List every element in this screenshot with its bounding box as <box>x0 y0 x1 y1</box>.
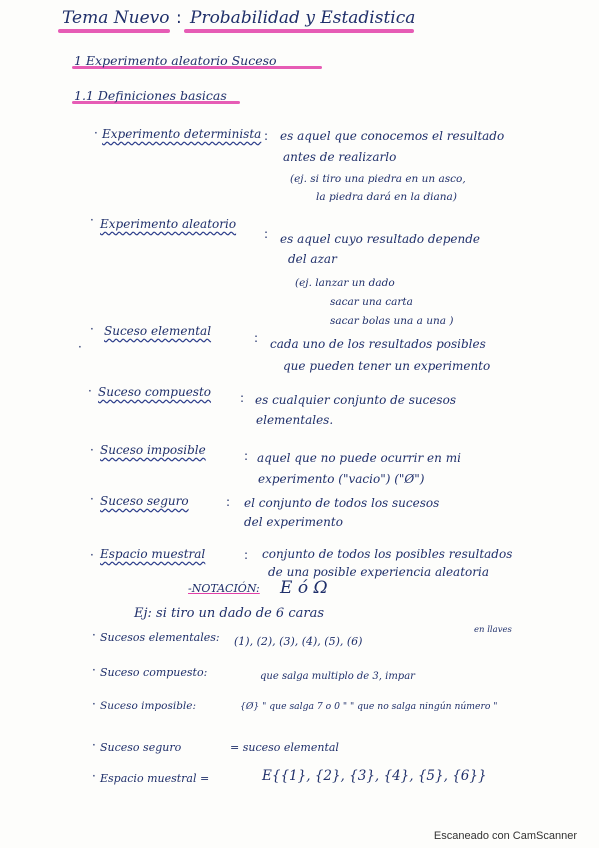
term-espacio-muestral: Espacio muestral <box>100 547 206 561</box>
term-experimento-aleatorio: Experimento aleatorio <box>100 217 237 231</box>
def-aleatorio-line-1: es aquel cuyo resultado depende <box>280 232 480 246</box>
def-imposible-line-1: aquel que no puede ocurrir en mi <box>257 451 461 465</box>
colon: : <box>244 449 249 463</box>
def-elemental-line-2: que pueden tener un experimento <box>283 359 491 373</box>
example-item-elementales-note: en llaves <box>474 625 512 635</box>
example-aleatorio-line-1: (ej. lanzar un dado <box>295 277 395 289</box>
example-item-espacio-value: E{{1}, {2}, {3}, {4}, {5}, {6}} <box>262 768 487 784</box>
def-aleatorio-line-2: del azar <box>288 252 337 266</box>
example-item-imposible-value: {Ø} " que salga 7 o 0 " " que no salga ningún número " <box>240 701 498 712</box>
example-determinista-line-1: (ej. si tiro una piedra en un asco, <box>290 173 466 185</box>
title-highlight-left <box>58 29 170 33</box>
bullet: · <box>90 492 94 506</box>
title-highlight-right <box>184 29 414 33</box>
bullet: · <box>88 384 92 398</box>
colon: : <box>226 495 231 509</box>
title-right: Probabilidad y Estadistica <box>190 8 416 28</box>
example-item-seguro-label: Suceso seguro <box>100 741 182 754</box>
def-determinista-line-1: es aquel que conocemos el resultado <box>280 129 505 143</box>
colon: : <box>244 548 249 562</box>
example-item-compuesto-label: Suceso compuesto: <box>100 666 208 679</box>
example-item-compuesto-value: que salga multiplo de 3, impar <box>260 671 415 682</box>
bullet: · <box>94 126 98 140</box>
colon: : <box>254 331 259 345</box>
example-item-espacio-label: Espacio muestral = <box>100 772 210 785</box>
def-espacio-line-2: de una posible experiencia aleatoria <box>268 565 489 579</box>
section-11-heading: 1.1 Definiciones basicas <box>74 88 227 103</box>
term-suceso-compuesto: Suceso compuesto <box>98 385 212 399</box>
def-seguro-line-2: del experimento <box>244 515 343 529</box>
def-compuesto-line-2: elementales. <box>256 413 334 427</box>
term-suceso-elemental: Suceso elemental <box>104 324 212 338</box>
example-intro: Ej: si tiro un dado de 6 caras <box>134 606 324 621</box>
bullet: · <box>92 738 96 752</box>
bullet: · <box>92 663 96 677</box>
scanner-watermark: Escaneado con CamScanner <box>433 830 577 842</box>
title-colon: : <box>176 8 182 28</box>
def-imposible-line-2: experimento ("vacio") ("Ø") <box>258 472 425 486</box>
term-experimento-determinista: Experimento determinista <box>102 127 262 141</box>
example-item-elementales-value: (1), (2), (3), (4), (5), (6) <box>234 635 363 648</box>
colon: : <box>240 391 245 405</box>
def-determinista-line-2: antes de realizarlo <box>283 150 397 164</box>
example-item-seguro-value: = suceso elemental <box>230 741 339 754</box>
def-espacio-line-1: conjunto de todos los posibles resultados <box>262 547 513 561</box>
bullet: · <box>90 443 94 457</box>
colon: : <box>264 227 269 241</box>
notation-value: E ó Ω <box>280 578 328 598</box>
title-left: Tema Nuevo <box>62 8 170 28</box>
bullet: · <box>90 548 94 562</box>
example-aleatorio-line-3: sacar bolas una a una ) <box>330 315 454 327</box>
colon: : <box>264 129 269 143</box>
section-1-heading: 1 Experimento aleatorio Suceso <box>74 53 277 68</box>
def-elemental-line-1: cada uno de los resultados posibles <box>270 337 486 351</box>
term-suceso-imposible: Suceso imposible <box>100 443 206 457</box>
def-seguro-line-1: el conjunto de todos los sucesos <box>244 496 440 510</box>
bullet: · <box>92 697 96 711</box>
bullet: · <box>90 213 94 227</box>
example-item-elementales-label: Sucesos elementales: <box>100 631 220 644</box>
term-suceso-seguro: Suceso seguro <box>100 494 189 508</box>
notation-label: -NOTACIÓN: <box>188 582 260 595</box>
example-aleatorio-line-2: sacar una carta <box>330 296 413 308</box>
bullet: · <box>92 769 96 783</box>
bullet: · <box>92 628 96 642</box>
example-determinista-line-2: la piedra dará en la diana) <box>316 191 457 203</box>
bullet: · <box>78 340 82 354</box>
example-item-imposible-label: Suceso imposible: <box>100 700 197 712</box>
def-compuesto-line-1: es cualquier conjunto de sucesos <box>255 393 456 407</box>
bullet: · <box>90 322 94 336</box>
